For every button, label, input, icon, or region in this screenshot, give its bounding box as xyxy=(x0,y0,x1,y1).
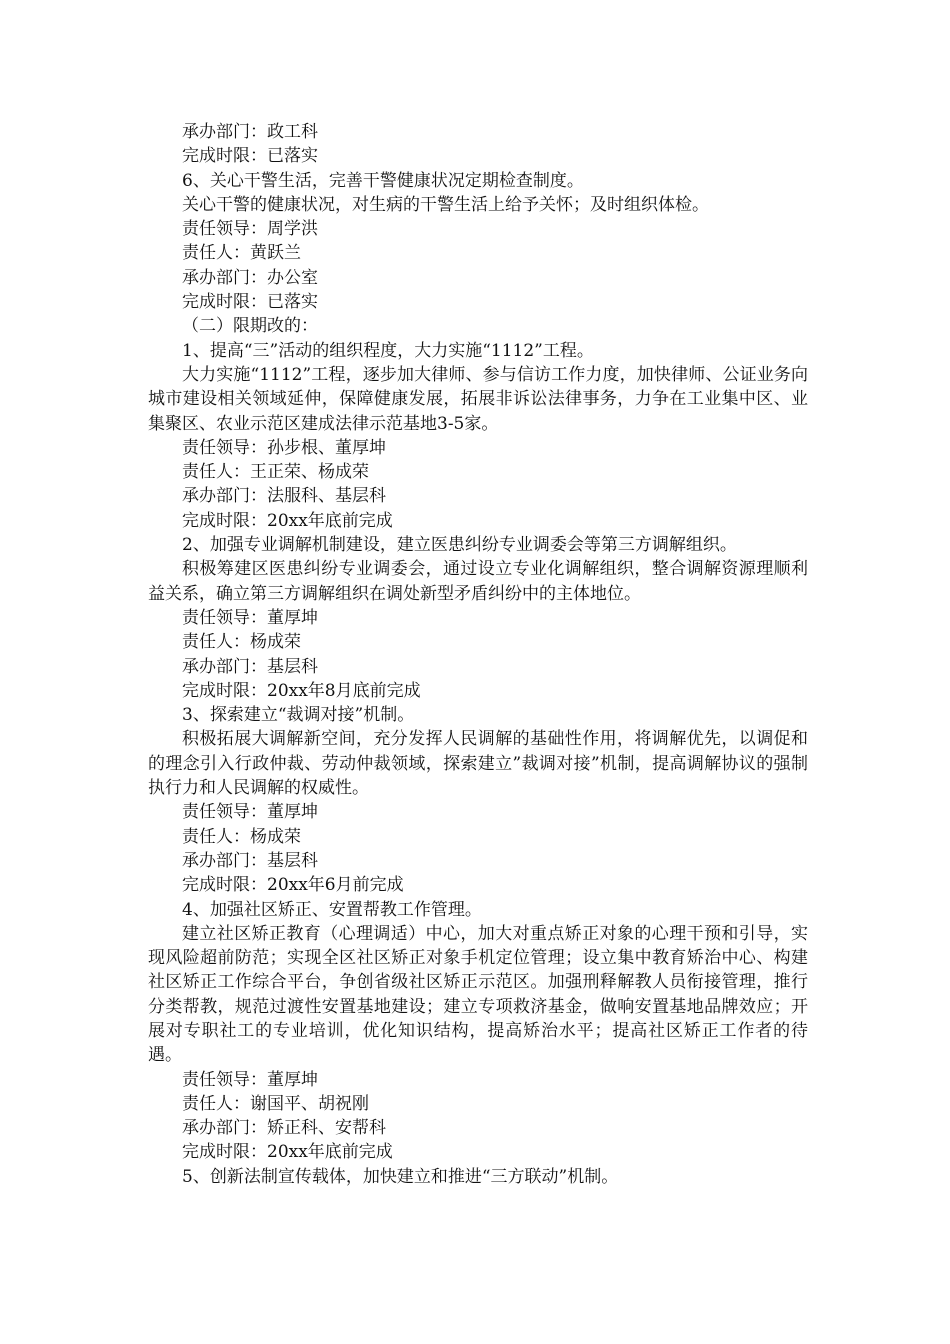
text-line: 承办部门：办公室 xyxy=(182,267,318,288)
text-line: 完成时限：已落实 xyxy=(182,292,318,313)
text-line: 5、创新法制宣传载体，加快建立和推进“三方联动”机制。 xyxy=(182,1166,619,1187)
text-line: 1、提高“三”活动的组织程度，大力实施“1112”工程。 xyxy=(182,340,594,361)
text-line: 完成时限：20xx年底前完成 xyxy=(182,510,393,531)
text-line: 责任领导：董厚坤 xyxy=(182,1069,318,1090)
text-line: 完成时限：已落实 xyxy=(182,146,318,167)
text-line: 承办部门：基层科 xyxy=(182,656,318,677)
body-paragraph: 建立社区矫正教育（心理调适）中心，加大对重点矫正对象的心理干预和引导，实现风险超前防范；实现全区社区矫正对象手机定位管理；设立集中教育矫治中心、构建社区矫正工作综合平台，争创省级社区矫正示范区。加强刑释解教人员衔接管理，推行分类帮教，规范过渡性安置基地建设；建立专项救济基金，做响安置基地品牌效应；开展对专职社工的专业培训，优化知识结构，提高矫治水平；提高社区矫正工作者的待遇。 xyxy=(148,923,808,1066)
text-line: 完成时限：20xx年底前完成 xyxy=(182,1142,393,1163)
text-line: 承办部门：矫正科、安帮科 xyxy=(182,1118,386,1139)
text-line: 责任人：黄跃兰 xyxy=(182,243,301,264)
body-paragraph: 大力实施“1112”工程，逐步加大律师、参与信访工作力度，加快律师、公证业务向城市建设相关领域延伸，保障健康发展，拓展非诉讼法律事务，力争在工业集中区、业集聚区、农业示范区建成法律示范基地3-5家。 xyxy=(148,364,808,434)
text-line: 责任人：杨成荣 xyxy=(182,632,301,653)
text-line: 责任领导：董厚坤 xyxy=(182,607,318,628)
text-line: 承办部门：政工科 xyxy=(182,122,318,142)
document-body xyxy=(148,120,808,1189)
body-paragraph: 积极筹建区医患纠纷专业调委会，通过设立专业化调解组织，整合调解资源理顺利益关系，确立第三方调解组织在调处新型矛盾纠纷中的主体地位。 xyxy=(148,559,808,604)
text-line: 责任领导：孙步根、董厚坤 xyxy=(182,437,386,458)
text-line: 责任领导：董厚坤 xyxy=(182,802,318,823)
text-line: 责任人：谢国平、胡祝刚 xyxy=(182,1093,369,1114)
text-line: 承办部门：基层科 xyxy=(182,850,318,871)
text-line: 责任人：王正荣、杨成荣 xyxy=(182,462,369,483)
body-paragraph: 积极拓展大调解新空间，充分发挥人民调解的基础性作用，将调解优先，以调促和的理念引入行政仲裁、劳动仲裁领域，探索建立”裁调对接”机制，提高调解协议的强制执行力和人民调解的权威性。 xyxy=(148,729,808,799)
text-line: 承办部门：法服科、基层科 xyxy=(182,486,386,507)
text-line: 6、关心干警生活，完善干警健康状况定期检查制度。 xyxy=(182,170,584,191)
text-line: 4、加强社区矫正、安置帮教工作管理。 xyxy=(182,899,482,920)
text-line: 3、探索建立“裁调对接”机制。 xyxy=(182,705,415,726)
text-line: 完成时限：20xx年8月底前完成 xyxy=(182,680,421,701)
text-line: 关心干警的健康状况，对生病的干警生活上给予关怀；及时组织体检。 xyxy=(182,194,709,215)
text-line: 责任人：杨成荣 xyxy=(182,826,301,847)
text-line: 责任领导：周学洪 xyxy=(182,219,318,240)
text-line: 2、加强专业调解机制建设，建立医患纠纷专业调委会等第三方调解组织。 xyxy=(182,535,737,556)
text-line: 完成时限：20xx年6月前完成 xyxy=(182,875,404,896)
text-line: （二）限期改的： xyxy=(182,316,318,337)
